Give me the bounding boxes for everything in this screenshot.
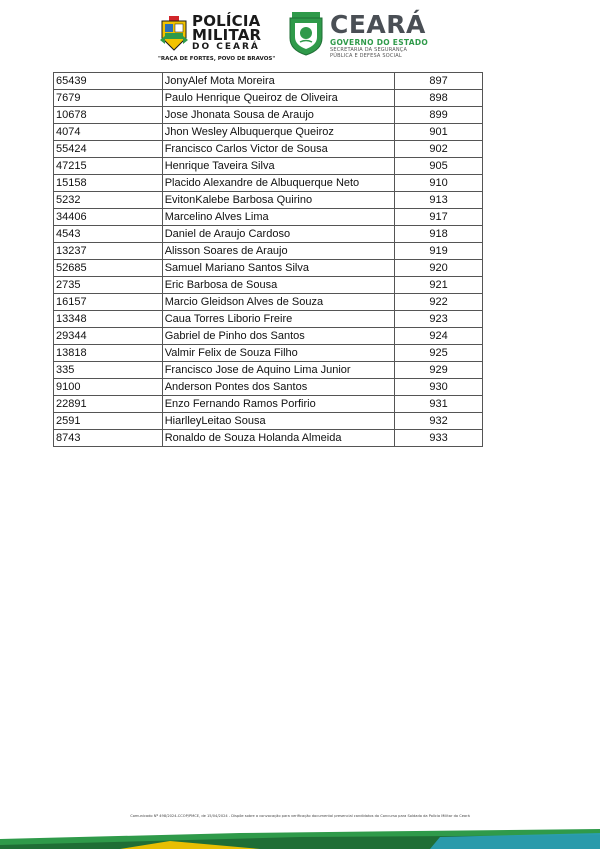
candidate-id-cell: 4074: [54, 124, 163, 141]
ceara-secretariat-line-1: SECRETARIA DA SEGURANÇA: [330, 47, 408, 53]
candidate-id-cell: 13348: [54, 311, 163, 328]
candidate-position-cell: 919: [395, 243, 483, 260]
candidate-id-cell: 34406: [54, 209, 163, 226]
candidate-position-cell: 910: [395, 175, 483, 192]
table-row: [54, 379, 483, 396]
candidate-id-cell: 8743: [54, 430, 163, 447]
table-row: [54, 192, 483, 209]
table-row: [54, 311, 483, 328]
candidate-name-cell: Paulo Henrique Queiroz de Oliveira: [162, 90, 394, 107]
ceara-state-crest-icon: [288, 12, 324, 56]
pm-line-1: POLÍCIA: [192, 12, 261, 30]
candidate-id-cell: 5232: [54, 192, 163, 209]
policia-militar-wordmark: [192, 14, 261, 53]
table-row: [54, 396, 483, 413]
table-row: [54, 141, 483, 158]
candidate-position-cell: 930: [395, 379, 483, 396]
candidate-position-cell: 902: [395, 141, 483, 158]
candidate-position-cell: 925: [395, 345, 483, 362]
ceara-secretariat-line-2: PÚBLICA E DEFESA SOCIAL: [330, 53, 402, 59]
candidate-name-cell: Enzo Fernando Ramos Porfirio: [162, 396, 394, 413]
pm-line-2: MILITAR: [192, 26, 262, 44]
table-row: [54, 209, 483, 226]
candidate-name-cell: Anderson Pontes dos Santos: [162, 379, 394, 396]
table-row: [54, 226, 483, 243]
candidate-position-cell: 923: [395, 311, 483, 328]
candidate-id-cell: 2591: [54, 413, 163, 430]
table-row: [54, 124, 483, 141]
pm-motto: "RAÇA DE FORTES, POVO DE BRAVOS": [158, 56, 276, 62]
policia-militar-crest-icon: [160, 16, 188, 52]
candidate-name-cell: Caua Torres Liborio Freire: [162, 311, 394, 328]
candidate-position-cell: 932: [395, 413, 483, 430]
candidate-id-cell: 13818: [54, 345, 163, 362]
candidate-position-cell: 899: [395, 107, 483, 124]
candidate-id-cell: 65439: [54, 73, 163, 90]
table-row: [54, 90, 483, 107]
candidate-position-cell: 897: [395, 73, 483, 90]
candidate-position-cell: 933: [395, 430, 483, 447]
candidate-id-cell: 2735: [54, 277, 163, 294]
candidate-id-cell: 13237: [54, 243, 163, 260]
candidate-position-cell: 929: [395, 362, 483, 379]
candidate-name-cell: Valmir Felix de Souza Filho: [162, 345, 394, 362]
candidate-position-cell: 921: [395, 277, 483, 294]
candidate-name-cell: Marcelino Alves Lima: [162, 209, 394, 226]
table-row: [54, 430, 483, 447]
candidate-id-cell: 16157: [54, 294, 163, 311]
footer-color-band: [0, 825, 600, 849]
candidate-position-cell: 905: [395, 158, 483, 175]
candidate-name-cell: Francisco Jose de Aquino Lima Junior: [162, 362, 394, 379]
candidate-id-cell: 7679: [54, 90, 163, 107]
candidate-position-cell: 917: [395, 209, 483, 226]
candidate-name-cell: EvitonKalebe Barbosa Quirino: [162, 192, 394, 209]
candidate-name-cell: JonyAlef Mota Moreira: [162, 73, 394, 90]
pm-line-3: DO CEARÁ: [192, 42, 260, 52]
candidate-name-cell: Marcio Gleidson Alves de Souza: [162, 294, 394, 311]
candidate-name-cell: Jhon Wesley Albuquerque Queiroz: [162, 124, 394, 141]
candidates-table: [53, 72, 483, 447]
page-header: [0, 6, 600, 64]
table-row: [54, 243, 483, 260]
candidate-name-cell: Henrique Taveira Silva: [162, 158, 394, 175]
candidates-table-body: [54, 73, 483, 447]
ceara-wordmark: [330, 12, 428, 59]
ceara-title: CEARÁ: [330, 10, 426, 39]
candidate-position-cell: 898: [395, 90, 483, 107]
candidate-id-cell: 4543: [54, 226, 163, 243]
table-row: [54, 362, 483, 379]
candidate-position-cell: 924: [395, 328, 483, 345]
table-row: [54, 260, 483, 277]
candidate-name-cell: Daniel de Araujo Cardoso: [162, 226, 394, 243]
candidate-id-cell: 15158: [54, 175, 163, 192]
candidate-name-cell: HiarlleyLeitao Sousa: [162, 413, 394, 430]
candidate-position-cell: 920: [395, 260, 483, 277]
candidate-name-cell: Eric Barbosa de Sousa: [162, 277, 394, 294]
candidate-name-cell: Francisco Carlos Victor de Sousa: [162, 141, 394, 158]
candidate-id-cell: 55424: [54, 141, 163, 158]
footer-caption: Comunicado Nº 498/2024-CCOP/PMCE, de 15/04/2024 - Dispõe sobre a convocação para verificação documental presencial candidatos do Concurso para Soldado da Polícia Militar do Ceará: [130, 814, 470, 818]
candidate-name-cell: Jose Jhonata Sousa de Araujo: [162, 107, 394, 124]
table-row: [54, 175, 483, 192]
ceara-government-label: GOVERNO DO ESTADO: [330, 38, 429, 47]
candidate-id-cell: 335: [54, 362, 163, 379]
table-row: [54, 73, 483, 90]
table-row: [54, 328, 483, 345]
table-row: [54, 107, 483, 124]
table-row: [54, 277, 483, 294]
candidate-id-cell: 52685: [54, 260, 163, 277]
table-row: [54, 158, 483, 175]
candidate-id-cell: 22891: [54, 396, 163, 413]
candidate-name-cell: Alisson Soares de Araujo: [162, 243, 394, 260]
candidate-position-cell: 913: [395, 192, 483, 209]
candidate-name-cell: Samuel Mariano Santos Silva: [162, 260, 394, 277]
candidate-id-cell: 47215: [54, 158, 163, 175]
candidate-name-cell: Ronaldo de Souza Holanda Almeida: [162, 430, 394, 447]
candidate-position-cell: 931: [395, 396, 483, 413]
candidate-id-cell: 9100: [54, 379, 163, 396]
candidate-position-cell: 922: [395, 294, 483, 311]
table-row: [54, 294, 483, 311]
table-row: [54, 413, 483, 430]
candidate-id-cell: 10678: [54, 107, 163, 124]
candidate-position-cell: 918: [395, 226, 483, 243]
table-row: [54, 345, 483, 362]
candidate-name-cell: Placido Alexandre de Albuquerque Neto: [162, 175, 394, 192]
candidate-name-cell: Gabriel de Pinho dos Santos: [162, 328, 394, 345]
candidate-id-cell: 29344: [54, 328, 163, 345]
candidate-position-cell: 901: [395, 124, 483, 141]
